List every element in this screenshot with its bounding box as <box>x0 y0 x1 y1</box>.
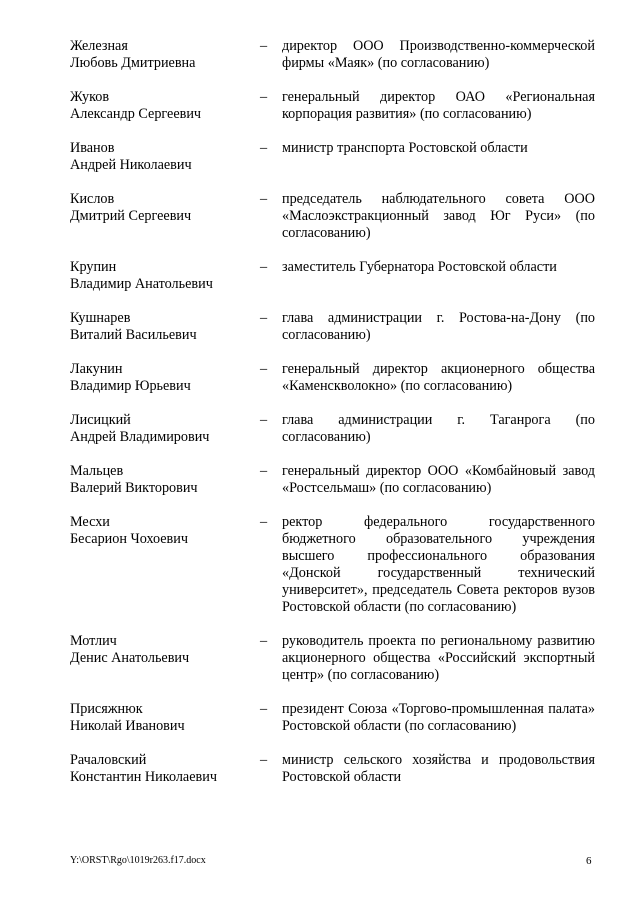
member-role: ректор федерального государственного бюджетного образовательного учреждения высшего профессионального образования «Донской государственный технический университет», председатель Совета ректоров вузов Ростовской области (по согласованию) <box>282 514 595 615</box>
member-given-names: Константин Николаевич <box>70 769 217 785</box>
member-surname: Кислов <box>70 191 115 207</box>
member-role: министр транспорта Ростовской области <box>282 140 528 156</box>
member-name <box>70 259 260 293</box>
dash-separator: – <box>260 310 268 326</box>
list-item <box>70 463 596 497</box>
member-role: руководитель проекта по региональному развитию акционерного общества «Российский экспортный центр» (по согласованию) <box>282 633 595 683</box>
member-surname: Рачаловский <box>70 752 147 768</box>
member-given-names: Дмитрий Сергеевич <box>70 208 192 224</box>
dash-separator: – <box>260 412 268 428</box>
member-surname: Железная <box>70 38 128 54</box>
member-role: заместитель Губернатора Ростовской области <box>282 259 557 275</box>
dash-separator: – <box>260 633 268 649</box>
dash-separator: – <box>260 191 268 207</box>
member-given-names: Виталий Васильевич <box>70 327 197 343</box>
dash-separator: – <box>260 259 268 275</box>
member-surname: Крупин <box>70 259 117 275</box>
member-role: глава администрации г. Таганрога (по согласованию) <box>282 412 595 445</box>
member-role: министр сельского хозяйства и продовольствия Ростовской области <box>282 752 595 785</box>
member-name <box>70 89 260 123</box>
list-item <box>70 38 596 72</box>
member-surname: Мальцев <box>70 463 124 479</box>
member-role: генеральный директор акционерного общества «Каменскволокно» (по согласованию) <box>282 361 595 394</box>
member-surname: Лакунин <box>70 361 123 377</box>
member-name <box>70 38 260 72</box>
member-role: генеральный директор ОАО «Региональная корпорация развития» (по согласованию) <box>282 89 595 122</box>
list-item <box>70 412 596 446</box>
member-surname: Мотлич <box>70 633 117 649</box>
member-given-names: Николай Иванович <box>70 718 185 734</box>
member-name <box>70 701 260 735</box>
list-item <box>70 140 596 174</box>
list-item <box>70 310 596 344</box>
member-name <box>70 191 260 225</box>
member-name <box>70 752 260 786</box>
list-item <box>70 752 596 786</box>
member-given-names: Бесарион Чохоевич <box>70 531 188 547</box>
member-given-names: Владимир Юрьевич <box>70 378 191 394</box>
member-given-names: Денис Анатольевич <box>70 650 190 666</box>
page-number: 6 <box>586 855 592 867</box>
dash-separator: – <box>260 752 268 768</box>
member-surname: Кушнарев <box>70 310 131 326</box>
list-item <box>70 633 596 684</box>
member-given-names: Владимир Анатольевич <box>70 276 213 292</box>
list-item <box>70 89 596 123</box>
list-item <box>70 259 596 293</box>
member-given-names: Любовь Дмитриевна <box>70 55 196 71</box>
member-given-names: Андрей Владимирович <box>70 429 210 445</box>
member-role: президент Союза «Торгово-промышленная палата» Ростовской области (по согласованию) <box>282 701 595 734</box>
dash-separator: – <box>260 361 268 377</box>
dash-separator: – <box>260 701 268 717</box>
member-name <box>70 633 260 667</box>
member-given-names: Андрей Николаевич <box>70 157 192 173</box>
member-surname: Месхи <box>70 514 110 530</box>
list-item <box>70 514 596 616</box>
member-name <box>70 463 260 497</box>
member-role: председатель наблюдательного совета ООО «Маслоэкстракционный завод Юг Руси» (по согласованию) <box>282 191 595 241</box>
dash-separator: – <box>260 140 268 156</box>
member-name <box>70 310 260 344</box>
list-item <box>70 191 596 242</box>
footer-file-path: Y:\ORST\Rgo\1019r263.f17.docx <box>70 855 206 866</box>
member-role: генеральный директор ООО «Комбайновый завод «Ростсельмаш» (по согласованию) <box>282 463 595 496</box>
member-given-names: Александр Сергеевич <box>70 106 202 122</box>
list-item <box>70 361 596 395</box>
dash-separator: – <box>260 38 268 54</box>
member-name <box>70 361 260 395</box>
member-surname: Жуков <box>70 89 110 105</box>
member-given-names: Валерий Викторович <box>70 480 198 496</box>
member-name <box>70 140 260 174</box>
member-role: глава администрации г. Ростова-на-Дону (по согласованию) <box>282 310 595 343</box>
dash-separator: – <box>260 89 268 105</box>
member-list <box>70 38 596 803</box>
dash-separator: – <box>260 463 268 479</box>
member-surname: Лисицкий <box>70 412 131 428</box>
member-name <box>70 412 260 446</box>
member-name <box>70 514 260 548</box>
list-item <box>70 701 596 735</box>
dash-separator: – <box>260 514 268 530</box>
member-surname: Присяжнюк <box>70 701 143 717</box>
member-surname: Иванов <box>70 140 115 156</box>
member-role: директор ООО Производственно-коммерческой фирмы «Маяк» (по согласованию) <box>282 38 595 71</box>
